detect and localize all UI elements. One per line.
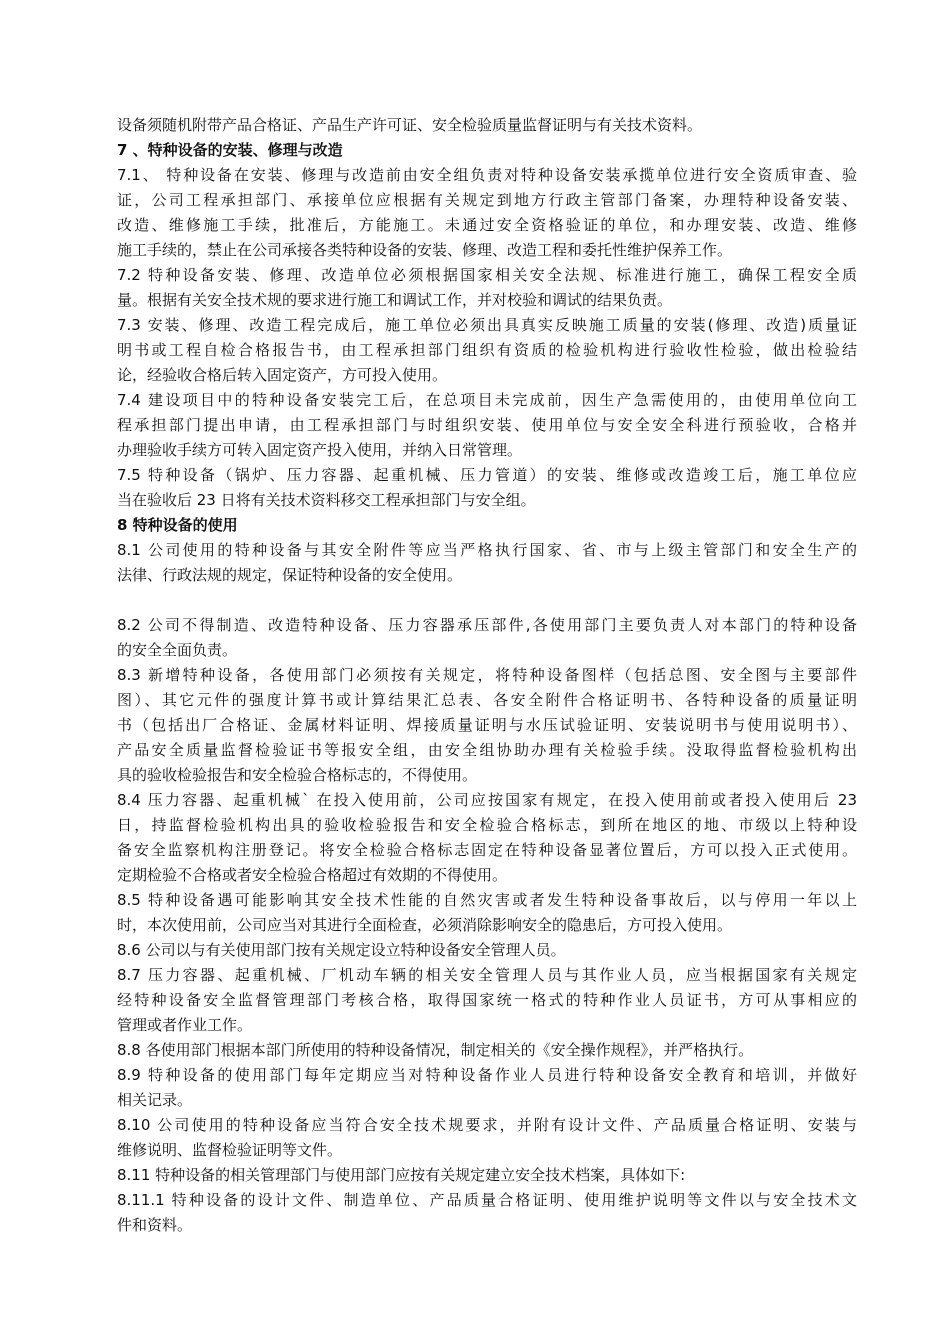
body-text-line: 8.2 公司不得制造、改造特种设备、压力容器承压部件,各使用部门主要负责人对本部门的特种设备 <box>117 616 857 634</box>
body-text-line: 8.7 压力容器、起重机械、厂机动车辆的相关安全管理人员与其作业人员，应当根据国家有关规定 <box>117 966 857 984</box>
body-text-line: 定期检验不合格或者安全检验合格超过有效期的不得使用。 <box>117 866 508 884</box>
body-text-line: 8.11.1 特种设备的设计文件、制造单位、产品质量合格证明、使用维护说明等文件以与安全技术文 <box>117 1191 857 1209</box>
body-text-line: 量。根据有关安全技术规的要求进行施工和调试工作，并对校验和调试的结果负责。 <box>117 291 673 309</box>
blank-line <box>117 588 857 613</box>
body-text-line: 件和资料。 <box>117 1216 193 1234</box>
body-text-line: 8.6 公司以与有关使用部门按有关规定设立特种设备安全管理人员。 <box>117 941 566 959</box>
body-text-line: 7.4 建设项目中的特种设备安装完工后，在总项目未完成前，因生产急需使用的，由使用单位向工 <box>117 391 857 409</box>
body-text-line: 8.11 特种设备的相关管理部门与使用部门应按有关规定建立安全技术档案，具体如下: <box>117 1166 686 1184</box>
body-text-line: 7.5 特种设备（锅炉、压力容器、起重机械、压力管道）的安装、维修或改造竣工后，施工单位应 <box>117 466 857 484</box>
body-text-line: 改造、维修施工手续，批准后，方能施工。未通过安全资格验证的单位，和办理安装、改造、维修 <box>117 216 857 234</box>
body-text-line: 具的验收检验报告和安全检验合格标志的，不得使用。 <box>117 766 478 784</box>
body-text-line: 证，公司工程承担部门、承接单位应根据有关规定到地方行政主管部门备案，办理特种设备安装、 <box>117 191 857 209</box>
body-text-line: 经特种设备安全监督管理部门考核合格，取得国家统一格式的特种作业人员证书，方可从事相应的 <box>117 991 857 1009</box>
body-text-line: 的安全全面负责。 <box>117 641 238 659</box>
body-text-line: 办理验收手续方可转入固定资产投入使用，并纳入日常管理。 <box>117 441 523 459</box>
body-text-line: 图）、其它元件的强度计算书或计算结果汇总表、各安全附件合格证明书、各特种设备的质量证明 <box>117 691 857 709</box>
section-heading: 7 、特种设备的安装、修理与改造 <box>117 141 343 159</box>
body-text-line: 当在验收后 23 日将有关技术资料移交工程承担部门与安全组。 <box>117 491 536 509</box>
body-text-line: 程承担部门提出申请，由工程承担部门与时组织安装、使用单位与安全安全科进行预验收，合格并 <box>117 416 857 434</box>
body-text-line: 7.1、 特种设备在安装、修理与改造前由安全组负责对特种设备安装承揽单位进行安全资质审查、验 <box>117 166 857 184</box>
body-text-line: 明书或工程自检合格报告书，由工程承担部门组织有资质的检验机构进行验收性检验，做出检验结 <box>117 341 857 359</box>
body-text-line: 论，经验收合格后转入固定资产，方可投入使用。 <box>117 366 448 384</box>
body-text-line: 备安全监察机构注册登记。将安全检验合格标志固定在特种设备显著位置后，方可以投入正式使用。 <box>117 841 857 859</box>
body-text-line: 施工手续的，禁止在公司承接各类特种设备的安装、修理、改造工程和委托性维护保养工作。 <box>117 241 733 259</box>
body-text-line: 设备须随机附带产品合格证、产品生产许可证、安全检验质量监督证明与有关技术资料。 <box>117 116 703 134</box>
body-text-line: 日，持监督检验机构出具的验收检验报告和安全检验合格标志，到所在地区的地、市级以上特种设 <box>117 816 857 834</box>
body-text-line: 书（包括出厂合格证、金属材料证明、焊接质量证明与水压试验证明、安装说明书与使用说明书）、 <box>117 716 857 734</box>
body-text-line: 管理或者作业工作。 <box>117 1016 253 1034</box>
body-text-line: 8.4 压力容器、起重机械` 在投入使用前，公司应按国家有规定，在投入使用前或者投入使用后 23 <box>117 791 857 809</box>
body-text-line: 时，本次使用前，公司应当对其进行全面检查，必须消除影响安全的隐患后，方可投入使用。 <box>117 916 733 934</box>
section-heading: 8 特种设备的使用 <box>117 516 238 534</box>
body-text-line: 8.9 特种设备的使用部门每年定期应当对特种设备作业人员进行特种设备安全教育和培训，并做好 <box>117 1066 857 1084</box>
body-text-line: 8.10 公司使用的特种设备应当符合安全技术规要求，并附有设计文件、产品质量合格证明、安装与 <box>117 1116 857 1134</box>
body-text-line: 8.3 新增特种设备，各使用部门必须按有关规定，将特种设备图样（包括总图、安全图与主要部件 <box>117 666 857 684</box>
body-text-line: 相关记录。 <box>117 1091 193 1109</box>
body-text-line: 7.2 特种设备安装、修理、改造单位必须根据国家相关安全法规、标准进行施工，确保工程安全质 <box>117 266 857 284</box>
body-text-line: 法律、行政法规的规定，保证特种设备的安全使用。 <box>117 566 463 584</box>
body-text-line: 8.5 特种设备遇可能影响其安全技术性能的自然灾害或者发生特种设备事故后，以与停用一年以上 <box>117 891 857 909</box>
body-text-line: 8.1 公司使用的特种设备与其安全附件等应当严格执行国家、省、市与上级主管部门和安全生产的 <box>117 541 857 559</box>
body-text-line: 7.3 安装、修理、改造工程完成后，施工单位必须出具真实反映施工质量的安装(修理、改造)质量证 <box>117 316 857 334</box>
body-text-line: 8.8 各使用部门根据本部门所使用的特种设备情况，制定相关的《安全操作规程》，并严格执行。 <box>117 1041 754 1059</box>
document-page <box>117 113 857 1238</box>
body-text-line: 产品安全质量监督检验证书等报安全组，由安全组协助办理有关检验手续。没取得监督检验机构出 <box>117 741 857 759</box>
body-text-line: 维修说明、监督检验证明等文件。 <box>117 1141 343 1159</box>
